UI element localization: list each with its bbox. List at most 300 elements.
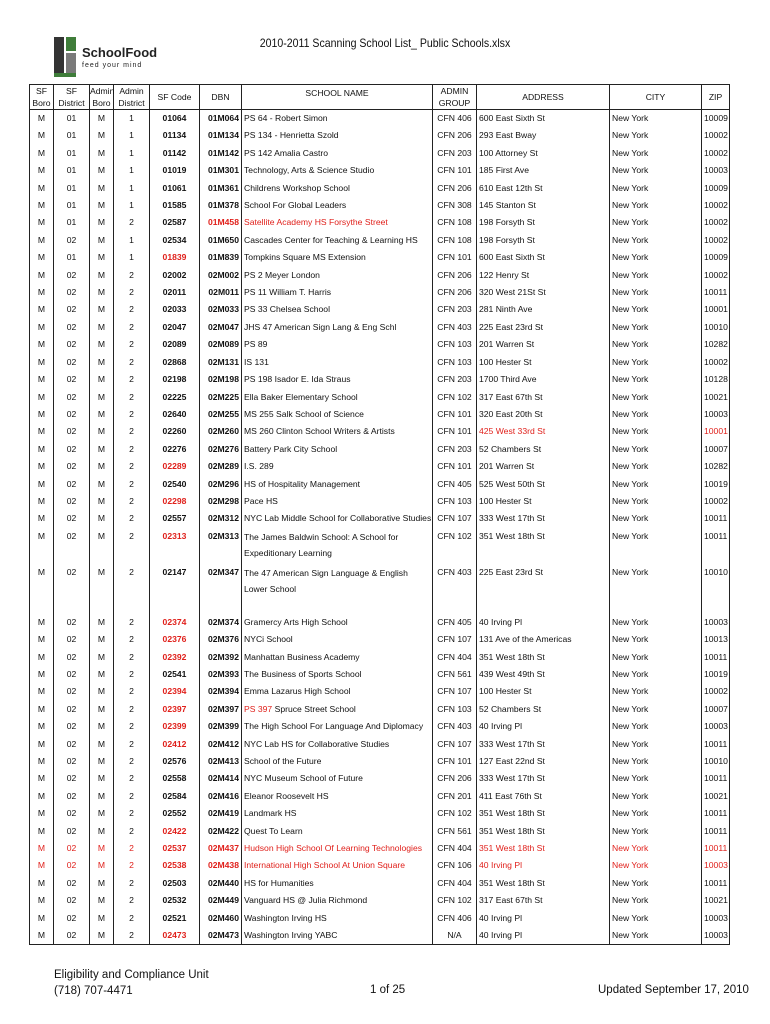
cell-city: New York [610, 354, 702, 371]
cell-code: 02276 [150, 441, 200, 458]
cell-dist: 02 [54, 336, 90, 353]
cell-aboro: M [90, 371, 114, 388]
cell-name: PS 134 - Henrietta Szold [242, 127, 433, 144]
cell-code: 02552 [150, 805, 200, 822]
cell-aboro: M [90, 180, 114, 197]
cell-adist: 2 [114, 840, 150, 857]
cell-group: CFN 101 [433, 406, 477, 423]
cell-aboro: M [90, 197, 114, 214]
cell-dbn: 01M064 [200, 110, 242, 128]
cell-dist: 02 [54, 510, 90, 527]
cell-name: Tompkins Square MS Extension [242, 249, 433, 266]
cell-name: School of the Future [242, 753, 433, 770]
table-row [30, 441, 730, 458]
cell-aboro: M [90, 564, 114, 600]
table-row [30, 614, 730, 631]
cell-dist: 02 [54, 319, 90, 336]
cell-city: New York [610, 406, 702, 423]
cell-boro: M [30, 805, 54, 822]
table-row [30, 110, 730, 128]
cell-dbn: 02M419 [200, 805, 242, 822]
cell-dist: 02 [54, 649, 90, 666]
cell-aboro: M [90, 493, 114, 510]
document-title: 2010-2011 Scanning School List_ Public Schools.xlsx [259, 36, 511, 50]
cell-aboro: M [90, 510, 114, 527]
cell-name: Manhattan Business Academy [242, 649, 433, 666]
cell-name: IS 131 [242, 354, 433, 371]
cell-adist: 1 [114, 249, 150, 266]
cell-dbn: 02M449 [200, 892, 242, 909]
cell-addr: 185 First Ave [477, 162, 610, 179]
header-zip: ZIP [702, 85, 730, 110]
cell-code: 01061 [150, 180, 200, 197]
cell-name: International High School At Union Square [242, 857, 433, 874]
table-row [30, 389, 730, 406]
cell-addr: 333 West 17th St [477, 510, 610, 527]
cell-addr: 333 West 17th St [477, 770, 610, 787]
table-row [30, 162, 730, 179]
table-row [30, 493, 730, 510]
cell-group: CFN 206 [433, 284, 477, 301]
table-row [30, 284, 730, 301]
table-row [30, 406, 730, 423]
spacer-cell [702, 600, 730, 614]
cell-city: New York [610, 423, 702, 440]
cell-code: 02394 [150, 683, 200, 700]
cell-city: New York [610, 631, 702, 648]
logo-tagline-text: feed your mind [82, 62, 143, 69]
table-body [30, 110, 730, 945]
footer-unit: Eligibility and Compliance Unit [54, 969, 209, 981]
cell-aboro: M [90, 875, 114, 892]
table-row [30, 528, 730, 564]
cell-dbn: 02M347 [200, 564, 242, 600]
cell-adist: 2 [114, 406, 150, 423]
cell-code: 02473 [150, 927, 200, 945]
cell-adist: 2 [114, 770, 150, 787]
cell-aboro: M [90, 406, 114, 423]
cell-code: 02541 [150, 666, 200, 683]
table-row [30, 319, 730, 336]
cell-dist: 01 [54, 145, 90, 162]
cell-code: 02521 [150, 910, 200, 927]
cell-dist: 02 [54, 666, 90, 683]
cell-addr: 225 East 23rd St [477, 564, 610, 600]
cell-addr: 333 West 17th St [477, 736, 610, 753]
cell-group: CFN 404 [433, 875, 477, 892]
cell-group: CFN 561 [433, 823, 477, 840]
cell-adist: 1 [114, 145, 150, 162]
cell-addr: 145 Stanton St [477, 197, 610, 214]
cell-dist: 01 [54, 180, 90, 197]
cell-name: Emma Lazarus High School [242, 683, 433, 700]
cell-zip: 10009 [702, 180, 730, 197]
cell-boro: M [30, 823, 54, 840]
cell-dist: 01 [54, 162, 90, 179]
cell-group: CFN 403 [433, 564, 477, 600]
cell-dbn: 02M002 [200, 267, 242, 284]
cell-zip: 10009 [702, 110, 730, 128]
cell-boro: M [30, 110, 54, 128]
cell-addr: 198 Forsyth St [477, 232, 610, 249]
cell-zip: 10282 [702, 458, 730, 475]
cell-addr: 351 West 18th St [477, 528, 610, 564]
cell-adist: 2 [114, 892, 150, 909]
cell-adist: 2 [114, 458, 150, 475]
cell-zip: 10003 [702, 614, 730, 631]
cell-group: CFN 103 [433, 493, 477, 510]
cell-zip: 10003 [702, 927, 730, 945]
cell-code: 02298 [150, 493, 200, 510]
cell-name: Cascades Center for Teaching & Learning HS [242, 232, 433, 249]
cell-aboro: M [90, 319, 114, 336]
cell-group: N/A [433, 927, 477, 945]
cell-zip: 10003 [702, 406, 730, 423]
cell-dbn: 02M438 [200, 857, 242, 874]
cell-group: CFN 403 [433, 319, 477, 336]
cell-city: New York [610, 805, 702, 822]
cell-dbn: 02M414 [200, 770, 242, 787]
header-admin-boro: Admin Boro [90, 86, 115, 108]
cell-group: CFN 206 [433, 127, 477, 144]
cell-boro: M [30, 301, 54, 318]
cell-dist: 02 [54, 354, 90, 371]
cell-city: New York [610, 162, 702, 179]
footer-contact [54, 967, 209, 999]
cell-code: 01019 [150, 162, 200, 179]
cell-zip: 10002 [702, 127, 730, 144]
cell-code: 02558 [150, 770, 200, 787]
cell-dbn: 02M416 [200, 788, 242, 805]
cell-boro: M [30, 528, 54, 564]
cell-code: 02537 [150, 840, 200, 857]
cell-dist: 02 [54, 823, 90, 840]
cell-boro: M [30, 214, 54, 231]
cell-addr: 1700 Third Ave [477, 371, 610, 388]
cell-aboro: M [90, 683, 114, 700]
cell-dist: 01 [54, 197, 90, 214]
cell-group: CFN 108 [433, 214, 477, 231]
cell-zip: 10011 [702, 823, 730, 840]
cell-zip: 10011 [702, 875, 730, 892]
cell-city: New York [610, 284, 702, 301]
spacer-cell [477, 600, 610, 614]
cell-name: The 47 American Sign Language & English Lower School [242, 564, 433, 600]
cell-zip: 10001 [702, 423, 730, 440]
cell-group: CFN 108 [433, 232, 477, 249]
cell-addr: 525 West 50th St [477, 476, 610, 493]
cell-adist: 2 [114, 336, 150, 353]
cell-dbn: 01M301 [200, 162, 242, 179]
cell-adist: 2 [114, 441, 150, 458]
cell-boro: M [30, 927, 54, 945]
cell-name: NYC Lab HS for Collaborative Studies [242, 736, 433, 753]
table-row [30, 232, 730, 249]
cell-zip: 10011 [702, 510, 730, 527]
cell-group: CFN 201 [433, 788, 477, 805]
cell-city: New York [610, 458, 702, 475]
table-row [30, 753, 730, 770]
cell-boro: M [30, 875, 54, 892]
cell-zip: 10003 [702, 910, 730, 927]
cell-group: CFN 206 [433, 180, 477, 197]
cell-boro: M [30, 476, 54, 493]
cell-adist: 1 [114, 110, 150, 128]
cell-zip: 10002 [702, 197, 730, 214]
cell-dbn: 02M440 [200, 875, 242, 892]
cell-adist: 2 [114, 423, 150, 440]
cell-adist: 2 [114, 857, 150, 874]
cell-aboro: M [90, 267, 114, 284]
cell-name: Childrens Workshop School [242, 180, 433, 197]
cell-zip: 10011 [702, 284, 730, 301]
cell-addr: 439 West 49th St [477, 666, 610, 683]
cell-zip: 10003 [702, 857, 730, 874]
cell-addr: 127 East 22nd St [477, 753, 610, 770]
cell-city: New York [610, 892, 702, 909]
cell-name: Pace HS [242, 493, 433, 510]
table-row [30, 301, 730, 318]
cell-dist: 02 [54, 476, 90, 493]
cell-group: CFN 206 [433, 770, 477, 787]
cell-group: CFN 404 [433, 649, 477, 666]
cell-dist: 02 [54, 232, 90, 249]
cell-boro: M [30, 371, 54, 388]
cell-code: 01064 [150, 110, 200, 128]
table-row [30, 249, 730, 266]
cell-dbn: 02M296 [200, 476, 242, 493]
cell-dbn: 02M011 [200, 284, 242, 301]
cell-group: CFN 106 [433, 857, 477, 874]
cell-dist: 02 [54, 892, 90, 909]
cell-boro: M [30, 145, 54, 162]
cell-dbn: 02M298 [200, 493, 242, 510]
cell-aboro: M [90, 631, 114, 648]
cell-boro: M [30, 389, 54, 406]
cell-city: New York [610, 683, 702, 700]
cell-group: CFN 101 [433, 249, 477, 266]
cell-code: 02412 [150, 736, 200, 753]
cell-adist: 2 [114, 875, 150, 892]
cell-code: 02587 [150, 214, 200, 231]
cell-name: HS of Hospitality Management [242, 476, 433, 493]
cell-aboro: M [90, 389, 114, 406]
cell-zip: 10011 [702, 840, 730, 857]
header-school-name: SCHOOL NAME [242, 85, 433, 110]
cell-code: 02399 [150, 718, 200, 735]
cell-code: 02260 [150, 423, 200, 440]
cell-dbn: 02M392 [200, 649, 242, 666]
cell-code: 02640 [150, 406, 200, 423]
cell-dist: 02 [54, 423, 90, 440]
cell-dbn: 02M413 [200, 753, 242, 770]
cell-addr: 40 Irving Pl [477, 910, 610, 927]
cell-addr: 201 Warren St [477, 336, 610, 353]
cell-dbn: 02M198 [200, 371, 242, 388]
cell-city: New York [610, 823, 702, 840]
cell-dist: 01 [54, 249, 90, 266]
cell-adist: 2 [114, 564, 150, 600]
cell-addr: 600 East Sixth St [477, 110, 610, 128]
cell-adist: 2 [114, 823, 150, 840]
cell-city: New York [610, 249, 702, 266]
cell-dist: 02 [54, 493, 90, 510]
cell-zip: 10019 [702, 476, 730, 493]
cell-addr: 225 East 23rd St [477, 319, 610, 336]
cell-dbn: 02M089 [200, 336, 242, 353]
cell-adist: 2 [114, 284, 150, 301]
cell-code: 02584 [150, 788, 200, 805]
cell-dist: 02 [54, 683, 90, 700]
cell-adist: 2 [114, 476, 150, 493]
cell-aboro: M [90, 718, 114, 735]
cell-group: CFN 404 [433, 840, 477, 857]
cell-dist: 02 [54, 718, 90, 735]
cell-code: 02868 [150, 354, 200, 371]
cell-boro: M [30, 249, 54, 266]
cell-city: New York [610, 701, 702, 718]
cell-group: CFN 102 [433, 528, 477, 564]
cell-dbn: 02M260 [200, 423, 242, 440]
cell-boro: M [30, 406, 54, 423]
spacer-cell [90, 600, 114, 614]
cell-code: 01839 [150, 249, 200, 266]
header-admin-district: Admin District [114, 85, 150, 110]
cell-dist: 02 [54, 805, 90, 822]
cell-dbn: 02M255 [200, 406, 242, 423]
cell-group: CFN 101 [433, 423, 477, 440]
header-admin-group: ADMIN GROUP [433, 85, 477, 110]
cell-aboro: M [90, 823, 114, 840]
cell-boro: M [30, 683, 54, 700]
cell-name: MS 255 Salk School of Science [242, 406, 433, 423]
cell-city: New York [610, 389, 702, 406]
cell-name: PS 64 - Robert Simon [242, 110, 433, 128]
cell-zip: 10013 [702, 631, 730, 648]
cell-dbn: 02M047 [200, 319, 242, 336]
cell-adist: 2 [114, 354, 150, 371]
cell-zip: 10019 [702, 666, 730, 683]
cell-city: New York [610, 493, 702, 510]
cell-code: 02198 [150, 371, 200, 388]
cell-city: New York [610, 145, 702, 162]
cell-addr: 317 East 67th St [477, 892, 610, 909]
table-row [30, 840, 730, 857]
cell-city: New York [610, 564, 702, 600]
cell-zip: 10002 [702, 267, 730, 284]
cell-addr: 40 Irving Pl [477, 614, 610, 631]
spacer-cell [242, 600, 433, 614]
table-row [30, 666, 730, 683]
cell-adist: 2 [114, 910, 150, 927]
cell-name: Quest To Learn [242, 823, 433, 840]
cell-dist: 02 [54, 631, 90, 648]
cell-addr: 351 West 18th St [477, 840, 610, 857]
cell-zip: 10011 [702, 770, 730, 787]
cell-name: Technology, Arts & Science Studio [242, 162, 433, 179]
cell-group: CFN 308 [433, 197, 477, 214]
cell-addr: 351 West 18th St [477, 823, 610, 840]
cell-dbn: 01M378 [200, 197, 242, 214]
cell-group: CFN 101 [433, 162, 477, 179]
cell-aboro: M [90, 770, 114, 787]
cell-zip: 10007 [702, 441, 730, 458]
cell-name: MS 260 Clinton School Writers & Artists [242, 423, 433, 440]
cell-name: Battery Park City School [242, 441, 433, 458]
cell-zip: 10011 [702, 736, 730, 753]
footer-page-number: 1 of 25 [370, 984, 406, 996]
cell-code: 02534 [150, 232, 200, 249]
table-row [30, 649, 730, 666]
table-row [30, 892, 730, 909]
cell-aboro: M [90, 476, 114, 493]
cell-aboro: M [90, 127, 114, 144]
cell-code: 02503 [150, 875, 200, 892]
cell-code: 02374 [150, 614, 200, 631]
cell-aboro: M [90, 354, 114, 371]
cell-dist: 01 [54, 214, 90, 231]
cell-name: PS 11 William T. Harris [242, 284, 433, 301]
cell-adist: 2 [114, 528, 150, 564]
cell-adist: 2 [114, 493, 150, 510]
cell-city: New York [610, 510, 702, 527]
cell-boro: M [30, 788, 54, 805]
cell-adist: 2 [114, 805, 150, 822]
cell-city: New York [610, 614, 702, 631]
cell-city: New York [610, 476, 702, 493]
cell-code: 02047 [150, 319, 200, 336]
cell-aboro: M [90, 458, 114, 475]
table-row [30, 180, 730, 197]
cell-zip: 10021 [702, 892, 730, 909]
cell-dist: 01 [54, 127, 90, 144]
cell-city: New York [610, 180, 702, 197]
cell-dbn: 02M131 [200, 354, 242, 371]
cell-name: NYCi School [242, 631, 433, 648]
table-spacer-row [30, 600, 730, 614]
cell-addr: 610 East 12th St [477, 180, 610, 197]
cell-dist: 02 [54, 770, 90, 787]
cell-addr: 52 Chambers St [477, 441, 610, 458]
cell-city: New York [610, 197, 702, 214]
cell-city: New York [610, 718, 702, 735]
table-header-row [30, 85, 730, 110]
table-row [30, 458, 730, 475]
spacer-cell [30, 600, 54, 614]
spacer-cell [200, 600, 242, 614]
cell-aboro: M [90, 301, 114, 318]
cell-dbn: 02M460 [200, 910, 242, 927]
cell-city: New York [610, 336, 702, 353]
cell-addr: 131 Ave of the Americas [477, 631, 610, 648]
cell-code: 02397 [150, 701, 200, 718]
cell-code: 02225 [150, 389, 200, 406]
cell-code: 02538 [150, 857, 200, 874]
cell-adist: 1 [114, 162, 150, 179]
cell-boro: M [30, 284, 54, 301]
cell-group: CFN 107 [433, 683, 477, 700]
table-row [30, 770, 730, 787]
cell-dbn: 02M412 [200, 736, 242, 753]
table-row [30, 631, 730, 648]
cell-aboro: M [90, 736, 114, 753]
cell-aboro: M [90, 614, 114, 631]
cell-boro: M [30, 197, 54, 214]
cell-aboro: M [90, 927, 114, 945]
cell-adist: 2 [114, 753, 150, 770]
cell-zip: 10002 [702, 214, 730, 231]
cell-dbn: 01M839 [200, 249, 242, 266]
